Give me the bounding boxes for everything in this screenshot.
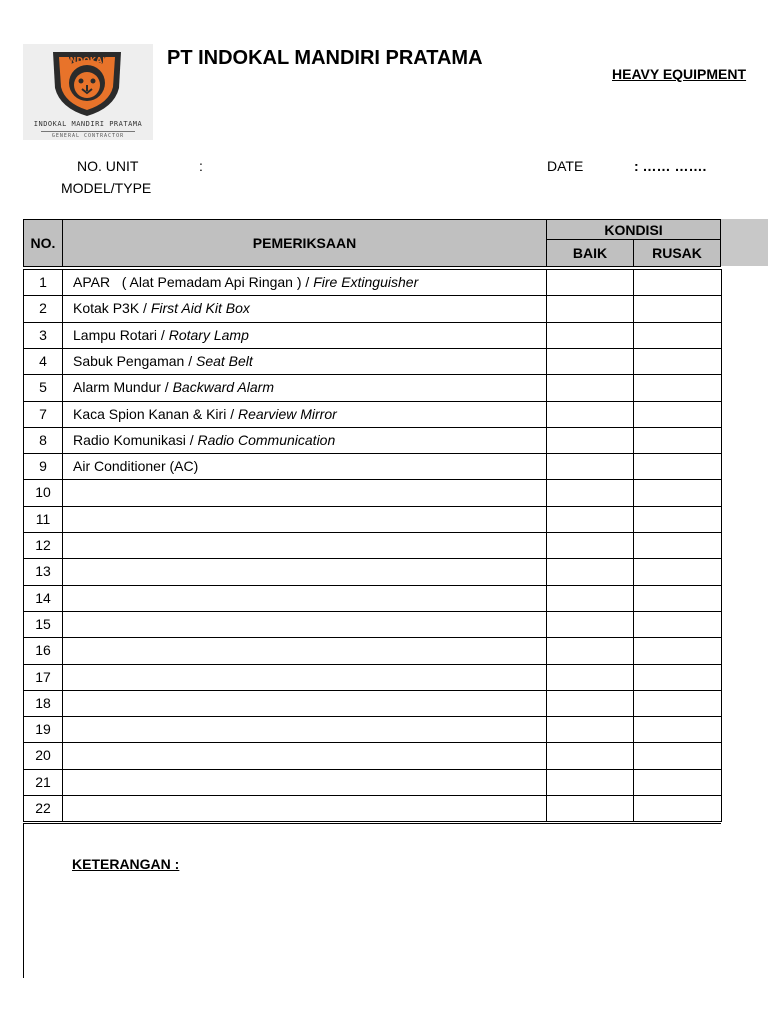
rusak-checkbox[interactable] [634,507,720,531]
rusak-checkbox[interactable] [634,586,720,610]
item-indonesian: APAR ( Alat Pemadam Api Ringan ) / [73,274,314,290]
rusak-checkbox[interactable] [634,323,720,347]
inspection-item [73,322,249,348]
row-number: 17 [35,669,51,685]
remarks-left-border [23,823,24,978]
baik-checkbox[interactable] [547,691,633,715]
row-number: 10 [35,484,51,500]
date-label: DATE [547,158,584,174]
item-english: Radio Communication [197,432,336,448]
rusak-checkbox[interactable] [634,612,720,636]
row-number: 2 [39,300,47,316]
rusak-checkbox[interactable] [634,691,720,715]
row-number: 9 [39,458,47,474]
item-indonesian: Kotak P3K / [73,300,151,316]
rusak-checkbox[interactable] [634,796,720,820]
baik-checkbox[interactable] [547,743,633,767]
company-name: PT INDOKAL MANDIRI PRATAMA [167,47,483,69]
row-number: 22 [35,800,51,816]
item-english: Fire Extinguisher [313,274,419,290]
company-logo [23,44,153,140]
row-number: 4 [39,353,47,369]
item-indonesian: Air Conditioner (AC) [73,458,199,474]
baik-checkbox[interactable] [547,638,633,662]
baik-checkbox[interactable] [547,612,633,636]
baik-checkbox[interactable] [547,533,633,557]
row-number: 16 [35,642,51,658]
row-number: 20 [35,747,51,763]
baik-checkbox[interactable] [547,665,633,689]
rusak-checkbox[interactable] [634,349,720,373]
inspection-item [73,427,335,453]
rusak-checkbox[interactable] [634,770,720,794]
rusak-checkbox[interactable] [634,559,720,583]
form-title: HEAVY EQUIPMENT [612,66,747,82]
item-indonesian: Sabuk Pengaman / [73,353,196,369]
rusak-checkbox[interactable] [634,296,720,320]
rusak-checkbox[interactable] [634,743,720,767]
baik-checkbox[interactable] [547,270,633,294]
unit-label: NO. UNIT [77,158,139,174]
row-number: 3 [39,327,47,343]
row-number: 8 [39,432,47,448]
header-baik: BAIK [546,239,634,267]
baik-checkbox[interactable] [547,770,633,794]
row-number: 18 [35,695,51,711]
rusak-checkbox[interactable] [634,533,720,557]
inspection-item [73,348,253,374]
model-label: MODEL/TYPE [61,180,152,196]
header-rusak: RUSAK [633,239,721,267]
baik-checkbox[interactable] [547,349,633,373]
item-indonesian: Alarm Mundur / [73,379,173,395]
rusak-checkbox[interactable] [634,402,720,426]
inspection-item [73,269,418,295]
inspection-item [73,453,198,479]
logo-subtitle: GENERAL CONTRACTOR [41,131,135,139]
remarks-top-border [23,823,721,824]
lion-shield-icon [48,48,126,118]
baik-checkbox[interactable] [547,428,633,452]
column-divider [721,269,722,822]
svg-text:INDOKAL: INDOKAL [66,56,108,65]
row-number: 13 [35,563,51,579]
rusak-checkbox[interactable] [634,454,720,478]
inspection-item [73,401,337,427]
inspection-item [73,295,250,321]
item-english: First Aid Kit Box [150,300,250,316]
date-value: : …… ……. [634,158,707,174]
rusak-checkbox[interactable] [634,665,720,689]
row-divider [23,821,721,822]
logo-name: INDOKAL MANDIRI PRATAMA [33,120,143,128]
baik-checkbox[interactable] [547,402,633,426]
header-pemeriksaan: PEMERIKSAAN [62,219,547,267]
column-divider [62,269,63,822]
rusak-checkbox[interactable] [634,270,720,294]
baik-checkbox[interactable] [547,796,633,820]
rusak-checkbox[interactable] [634,428,720,452]
baik-checkbox[interactable] [547,507,633,531]
rusak-checkbox[interactable] [634,717,720,741]
header-extension [721,219,768,266]
rusak-checkbox[interactable] [634,480,720,504]
row-number: 5 [39,379,47,395]
row-number: 15 [35,616,51,632]
row-number: 7 [39,406,47,422]
rusak-checkbox[interactable] [634,375,720,399]
inspection-item [73,374,274,400]
baik-checkbox[interactable] [547,480,633,504]
baik-checkbox[interactable] [547,454,633,478]
row-number: 11 [35,511,51,527]
unit-colon: : [199,158,203,174]
baik-checkbox[interactable] [547,375,633,399]
item-indonesian: Kaca Spion Kanan & Kiri / [73,406,238,422]
header-kondisi: KONDISI [546,219,721,240]
header-no: NO. [23,219,63,267]
item-indonesian: Lampu Rotari / [73,327,169,343]
row-number: 1 [39,274,47,290]
row-number: 19 [35,721,51,737]
row-number: 12 [35,537,51,553]
baik-checkbox[interactable] [547,717,633,741]
baik-checkbox[interactable] [547,559,633,583]
baik-checkbox[interactable] [547,323,633,347]
item-english: Seat Belt [195,353,253,369]
rusak-checkbox[interactable] [634,638,720,662]
baik-checkbox[interactable] [547,296,633,320]
remarks-label: KETERANGAN : [72,856,180,872]
baik-checkbox[interactable] [547,586,633,610]
row-number: 14 [35,590,51,606]
item-indonesian: Radio Komunikasi / [73,432,198,448]
item-english: Rearview Mirror [238,406,337,422]
item-english: Backward Alarm [172,379,274,395]
item-english: Rotary Lamp [168,327,249,343]
row-number: 21 [35,774,51,790]
